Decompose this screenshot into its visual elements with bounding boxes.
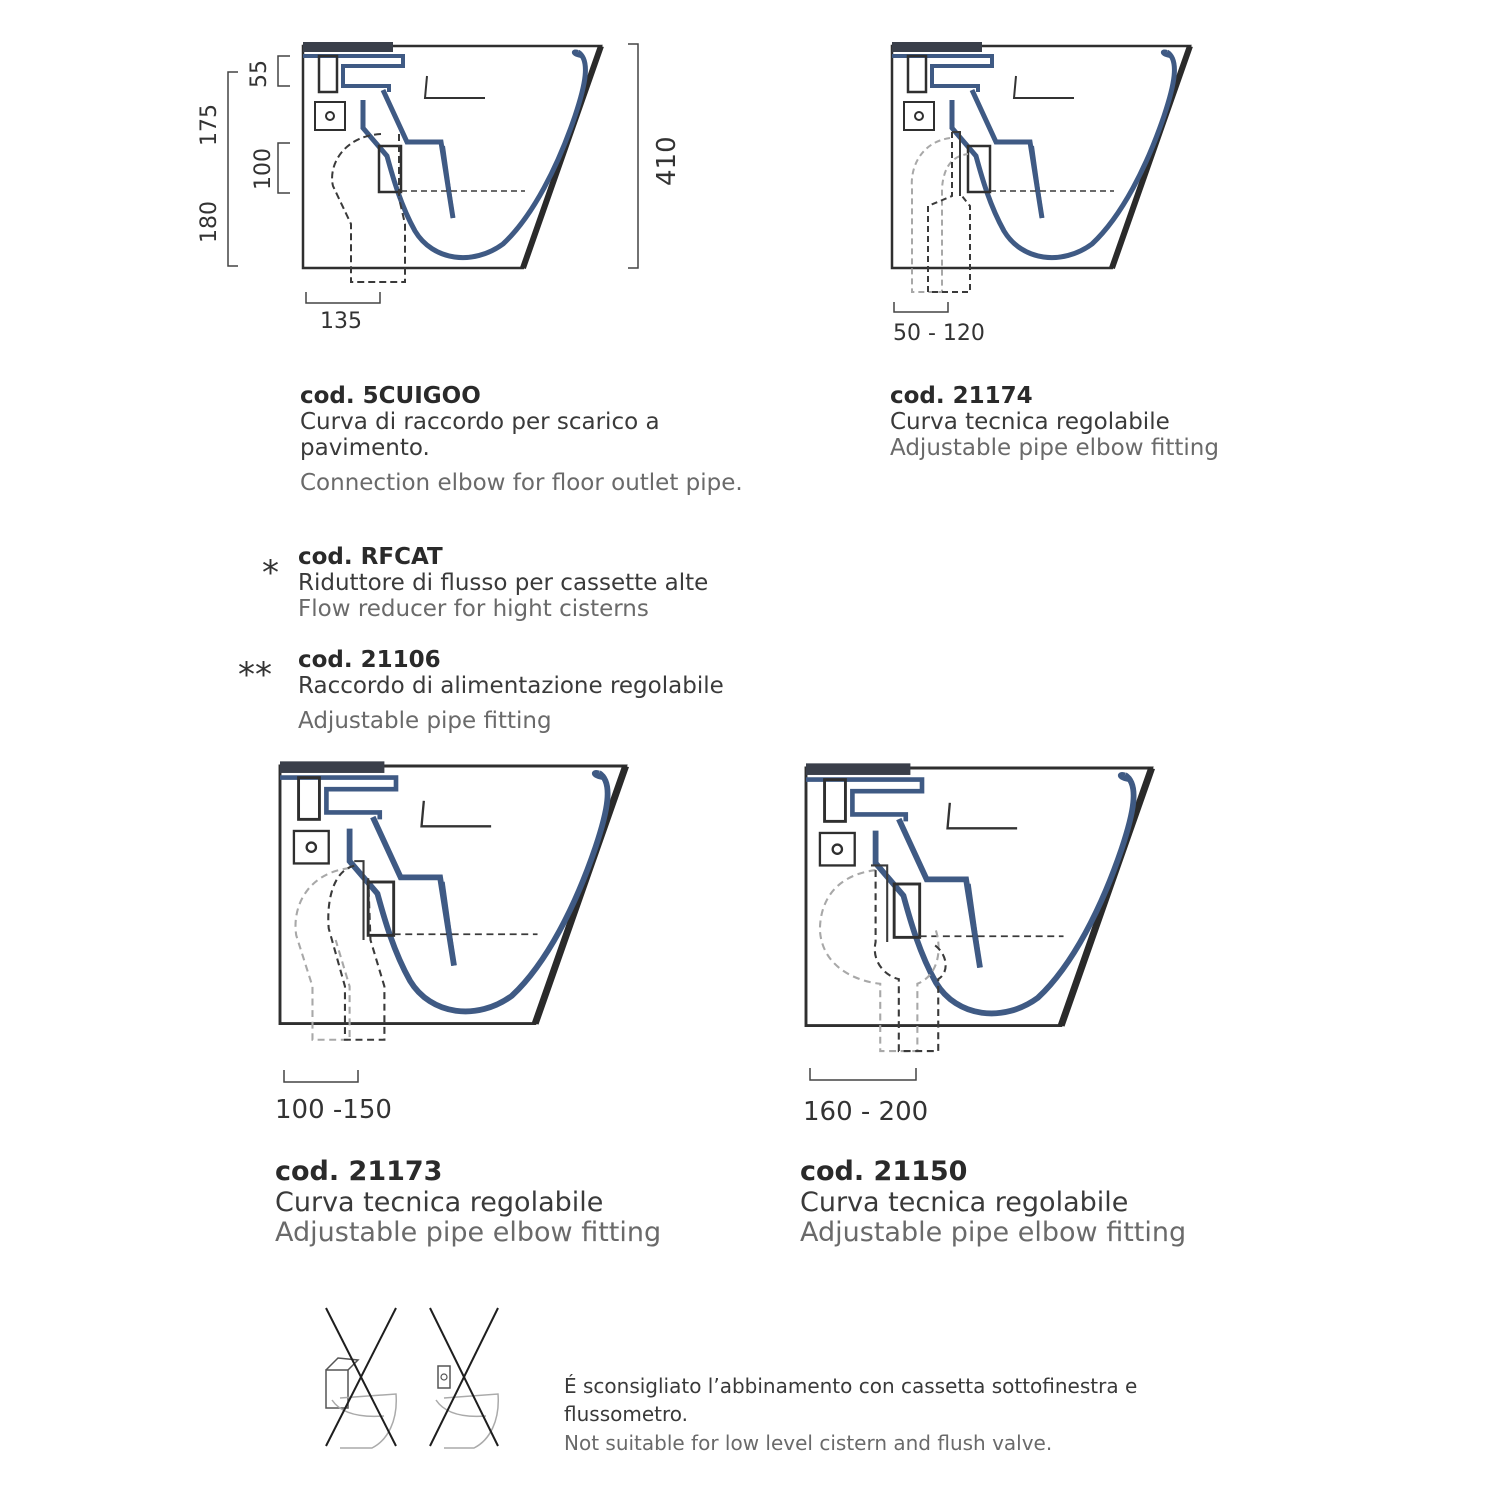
toilet-drawing-21150 xyxy=(806,763,1152,1051)
dim-100: 100 xyxy=(251,148,276,190)
desc-en-21174: Adjustable pipe elbow fitting xyxy=(890,435,1219,461)
dim-160-200: 160 - 200 xyxy=(803,1097,929,1127)
dim-55: 55 xyxy=(247,60,272,88)
warning-it-line1: É sconsigliato l’abbinamento con cassetta sottofinestra e xyxy=(564,1374,1138,1398)
desc-it-5cuigoo-line2: pavimento. xyxy=(300,435,430,461)
dim-135: 135 xyxy=(320,309,362,334)
warning-it-line2: flussometro. xyxy=(564,1402,689,1426)
code-5cuigoo: cod. 5CUIGOO xyxy=(300,383,481,409)
dimension-line-bottom-right xyxy=(810,1068,916,1080)
dimension-lines-top-left xyxy=(228,44,638,303)
warning-en: Not suitable for low level cistern and flush valve. xyxy=(564,1431,1053,1455)
dim-175: 175 xyxy=(197,104,222,146)
code-21106: cod. 21106 xyxy=(298,647,441,673)
single-asterisk-mark: * xyxy=(262,553,279,593)
toilet-drawing-21173 xyxy=(280,761,626,1039)
dim-50-120: 50 - 120 xyxy=(893,321,985,346)
desc-en-5cuigoo: Connection elbow for floor outlet pipe. xyxy=(300,470,743,496)
toilet-drawing-5cuigoo xyxy=(303,42,601,282)
flush-valve-crossed-icon xyxy=(430,1308,498,1448)
dimension-line-top-right xyxy=(894,302,948,312)
toilet-drawing-21174 xyxy=(892,42,1190,292)
desc-it-21174: Curva tecnica regolabile xyxy=(890,409,1170,435)
low-cistern-crossed-icon xyxy=(326,1308,396,1448)
code-21174: cod. 21174 xyxy=(890,383,1033,409)
dimension-line-bottom-left xyxy=(284,1070,358,1082)
dim-100-150: 100 -150 xyxy=(275,1095,392,1125)
desc-en-rfcat: Flow reducer for hight cisterns xyxy=(298,596,649,622)
desc-it-21150: Curva tecnica regolabile xyxy=(800,1187,1129,1218)
desc-en-21150: Adjustable pipe elbow fitting xyxy=(800,1217,1187,1248)
double-asterisk-mark: ** xyxy=(238,655,272,695)
code-21173: cod. 21173 xyxy=(275,1156,443,1187)
desc-en-21173: Adjustable pipe elbow fitting xyxy=(275,1217,662,1248)
desc-it-rfcat: Riduttore di flusso per cassette alte xyxy=(298,570,709,596)
desc-it-21106: Raccordo di alimentazione regolabile xyxy=(298,673,724,699)
code-rfcat: cod. RFCAT xyxy=(298,544,443,570)
code-21150: cod. 21150 xyxy=(800,1156,968,1187)
desc-it-21173: Curva tecnica regolabile xyxy=(275,1187,604,1218)
dim-410: 410 xyxy=(652,136,682,186)
desc-it-5cuigoo-line1: Curva di raccordo per scarico a xyxy=(300,409,660,435)
dim-180: 180 xyxy=(197,201,222,243)
desc-en-21106: Adjustable pipe fitting xyxy=(298,708,552,734)
